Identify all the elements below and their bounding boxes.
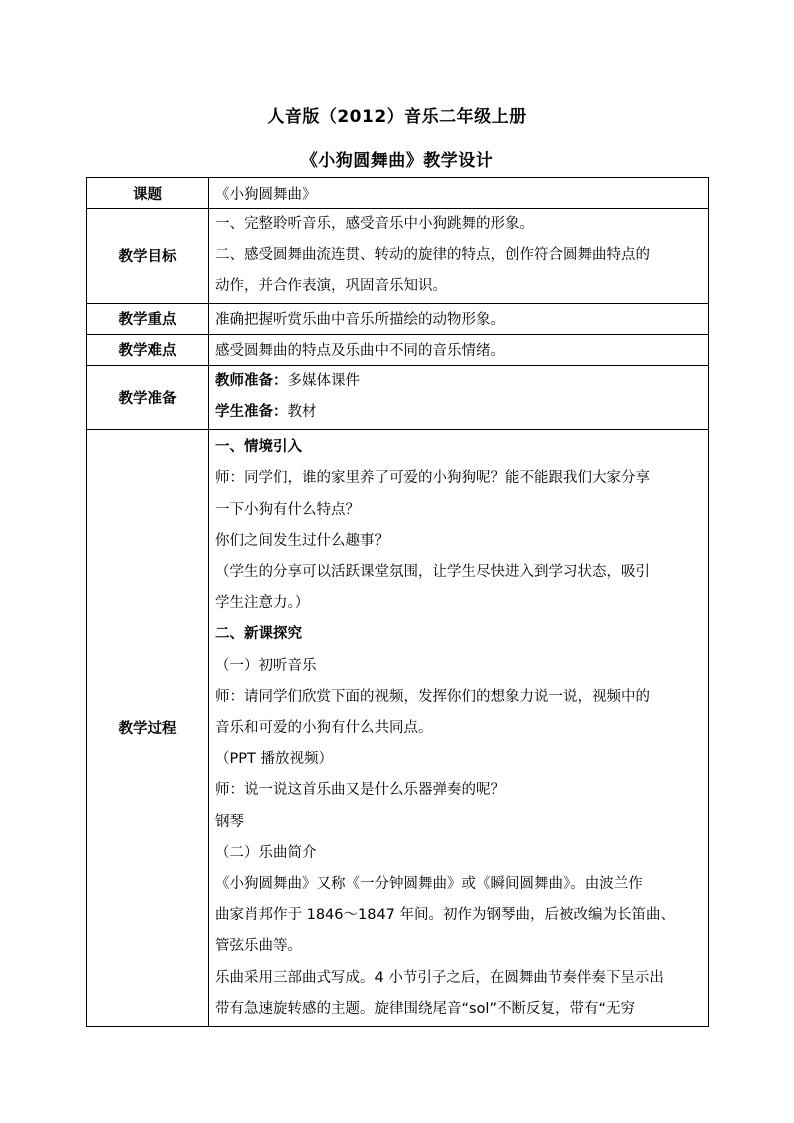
process-line: 师：说一说这首乐曲又是什么乐器弹奏的呢？ xyxy=(215,782,505,799)
row-value-goals xyxy=(209,209,709,304)
process-line: （一）初听音乐 xyxy=(215,657,317,674)
prep-teacher-value: 多媒体课件 xyxy=(287,372,360,389)
document-subtitle: 《小狗圆舞曲》教学设计 xyxy=(300,151,494,171)
row-label-key: 教学重点 xyxy=(87,303,209,334)
process-line: 学生注意力。） xyxy=(215,595,310,612)
process-heading: 一、情境引入 xyxy=(215,439,302,456)
document-title: 人音版（2012）音乐二年级上册 xyxy=(267,107,527,127)
process-line: 你们之间发生过什么趣事？ xyxy=(215,532,389,549)
process-line: 乐曲采用三部曲式写成。4 小节引子之后，在圆舞曲节奏伴奏下呈示出 xyxy=(215,969,664,986)
table-row-process xyxy=(87,429,709,1026)
process-line: 带有急速旋转感的主题。旋律围绕尾音“sol”不断反复，带有“无穷 xyxy=(215,1000,635,1017)
prep-teacher-line xyxy=(215,366,702,397)
process-line: （PPT 播放视频） xyxy=(215,751,333,768)
row-label-topic: 课题 xyxy=(87,178,209,209)
table-row-difficulty xyxy=(87,334,709,365)
table-row-prep xyxy=(87,365,709,429)
process-line: 管弦乐曲等。 xyxy=(215,938,302,955)
process-line: 一下小狗有什么特点？ xyxy=(215,501,360,518)
goals-line: 一、完整聆听音乐，感受音乐中小狗跳舞的形象。 xyxy=(215,216,534,232)
table-row-topic xyxy=(87,178,709,209)
process-line: 音乐和可爱的小狗有什么共同点。 xyxy=(215,720,433,736)
table-row-goals xyxy=(87,209,709,304)
row-label-difficulty: 教学难点 xyxy=(87,334,209,365)
row-value-difficulty: 感受圆舞曲的特点及乐曲中不同的音乐情绪。 xyxy=(209,334,709,365)
process-line: 曲家肖邦作于 1846～1847 年间。初作为钢琴曲，后被改编为长笛曲、 xyxy=(215,907,676,924)
row-label-goals: 教学目标 xyxy=(87,209,209,304)
process-line: 师：请同学们欣赏下面的视频，发挥你们的想象力说一说，视频中的 xyxy=(215,688,650,705)
row-label-prep: 教学准备 xyxy=(87,365,209,429)
goals-line: 动作，并合作表演，巩固音乐知识。 xyxy=(215,278,447,295)
row-label-process: 教学过程 xyxy=(87,429,209,1026)
prep-student-label: 学生准备： xyxy=(215,404,288,421)
row-value-prep xyxy=(209,365,709,429)
prep-student-line xyxy=(215,397,702,428)
row-value-topic: 《小狗圆舞曲》 xyxy=(209,178,709,209)
process-heading: 二、新课探究 xyxy=(215,626,302,643)
process-line: 钢琴 xyxy=(215,813,244,830)
goals-line: 二、感受圆舞曲流连贯、转动的旋律的特点，创作符合圆舞曲特点的 xyxy=(215,247,650,264)
prep-teacher-label: 教师准备： xyxy=(215,372,288,389)
prep-student-value: 教材 xyxy=(287,404,317,421)
process-line: （学生的分享可以活跃课堂氛围，让学生尽快进入到学习状态，吸引 xyxy=(215,563,650,580)
row-value-key: 准确把握听赏乐曲中音乐所描绘的动物形象。 xyxy=(209,303,709,334)
process-line: 《小狗圆舞曲》又称《一分钟圆舞曲》或《瞬间圆舞曲》。由波兰作 xyxy=(215,876,643,893)
process-line: 师：同学们，谁的家里养了可爱的小狗狗呢？能不能跟我们大家分享 xyxy=(215,470,650,487)
table-row-key xyxy=(87,303,709,334)
lesson-plan-table xyxy=(86,177,709,1027)
row-value-process xyxy=(209,429,709,1026)
process-line: （二）乐曲简介 xyxy=(215,844,317,861)
